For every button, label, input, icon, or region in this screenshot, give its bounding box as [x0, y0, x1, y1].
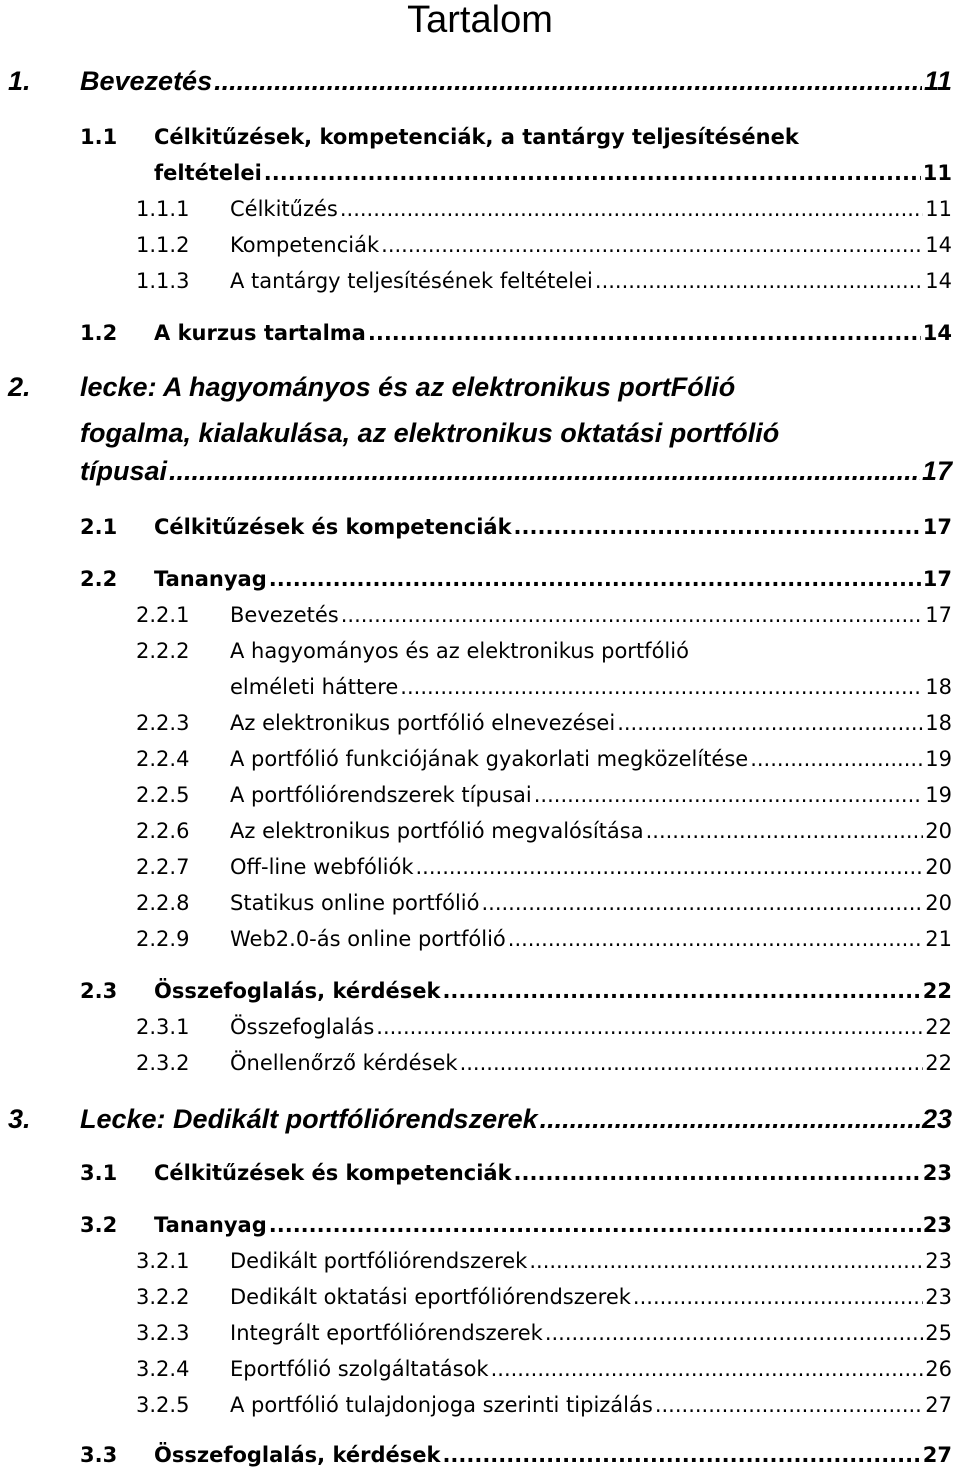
toc-title: A portfólió tulajdonjoga szerinti tipizálás [230, 1393, 653, 1417]
toc-entry-2-2-7[interactable] [136, 852, 952, 882]
toc-number: 2.2.6 [136, 819, 190, 843]
toc-title: Web2.0-ás online portfólió [230, 927, 506, 951]
toc-entry-2-3-1[interactable] [136, 1012, 952, 1042]
toc-number: 3.2.1 [136, 1249, 190, 1273]
toc-title: A kurzus tartalma [154, 321, 366, 345]
toc-entry-3[interactable] [8, 1102, 952, 1136]
toc-entry-3-3[interactable] [80, 1440, 952, 1470]
toc-title: Dedikált portfóliórendszerek [230, 1249, 528, 1273]
toc-entry-2-2-3[interactable] [136, 708, 952, 738]
dot-leader [529, 1246, 923, 1276]
toc-title: Bevezetés [80, 66, 213, 96]
toc-number: 2. [8, 372, 31, 402]
toc-page-number: 17 [921, 456, 952, 486]
toc-title-cont: típusai [80, 456, 168, 486]
toc-page-number: 17 [925, 603, 952, 627]
dot-leader [540, 1102, 920, 1136]
toc-title: lecke: A hagyományos és az elektronikus portFólió [80, 372, 736, 402]
toc-page-number: 26 [925, 1357, 952, 1381]
toc-title-cont: feltételei [154, 161, 262, 185]
toc-title: A tantárgy teljesítésének feltételei [230, 269, 593, 293]
toc-entry-1-2[interactable] [80, 318, 952, 348]
dot-leader [481, 888, 923, 918]
dot-leader [416, 852, 924, 882]
toc-title: Lecke: Dedikált portfóliórendszerek [80, 1104, 538, 1134]
toc-page-number: 23 [921, 1104, 952, 1134]
toc-entry-1-1-3[interactable] [136, 266, 952, 296]
toc-entry-3-2-4[interactable] [136, 1354, 952, 1384]
toc-page-number: 21 [925, 927, 952, 951]
toc-number: 1.1.1 [136, 197, 190, 221]
toc-entry-2-2-5[interactable] [136, 780, 952, 810]
toc-page-number: 18 [925, 711, 952, 735]
toc-entry-3-2-5[interactable] [136, 1390, 952, 1420]
toc-page-number: 20 [925, 855, 952, 879]
dot-leader [508, 924, 923, 954]
toc-title: Tananyag [154, 567, 267, 591]
dot-leader [514, 1158, 921, 1188]
toc-title: Tananyag [154, 1213, 267, 1237]
toc-title: Az elektronikus portfólió megvalósítása [230, 819, 644, 843]
toc-number: 2.2.3 [136, 711, 190, 735]
toc-number: 2.1 [80, 515, 118, 539]
toc-page-number: 27 [922, 1443, 952, 1467]
toc-title: Integrált eportfóliórendszerek [230, 1321, 543, 1345]
toc-number: 2.2 [80, 567, 118, 591]
dot-leader [491, 1354, 924, 1384]
toc-page-number: 17 [922, 567, 952, 591]
dot-leader [595, 266, 923, 296]
toc-title: Összefoglalás, kérdések [154, 1443, 441, 1467]
toc-title: Összefoglalás, kérdések [154, 979, 441, 1003]
toc-title: Összefoglalás [230, 1015, 375, 1039]
toc-entry-1[interactable] [8, 64, 952, 98]
dot-leader [514, 512, 921, 542]
dot-leader [169, 454, 920, 488]
toc-number: 1.2 [80, 321, 118, 345]
toc-entry-3-2[interactable] [80, 1210, 952, 1240]
toc-entry-2-2[interactable] [80, 564, 952, 594]
toc-entry-2-3-2[interactable] [136, 1048, 952, 1078]
toc-entry-2-3[interactable] [80, 976, 952, 1006]
dot-leader [442, 1440, 920, 1470]
toc-number: 3.2.3 [136, 1321, 190, 1345]
dot-leader [269, 1210, 921, 1240]
dot-leader [264, 158, 921, 188]
toc-page-number: 14 [922, 321, 952, 345]
toc-number: 1.1 [80, 125, 118, 149]
dot-leader [341, 600, 924, 630]
toc-page-number: 22 [922, 979, 952, 1003]
dot-leader [400, 672, 923, 702]
toc-page-number: 20 [925, 891, 952, 915]
toc-number: 2.3 [80, 979, 118, 1003]
dot-leader [460, 1048, 924, 1078]
toc-number: 3.2.4 [136, 1357, 190, 1381]
toc-title: Célkitűzések és kompetenciák [154, 515, 512, 539]
toc-title-cont: fogalma, kialakulása, az elektronikus oktatási portfólió [80, 418, 780, 448]
toc-page-number: 11 [925, 197, 952, 221]
toc-number: 3.1 [80, 1161, 118, 1185]
toc-number: 2.2.5 [136, 783, 190, 807]
toc-entry-1-1-2[interactable] [136, 230, 952, 260]
toc-number: 3.2 [80, 1213, 118, 1237]
toc-number: 2.2.9 [136, 927, 190, 951]
dot-leader [340, 194, 923, 224]
toc-title: Az elektronikus portfólió elnevezései [230, 711, 616, 735]
toc-title: Statikus online portfólió [230, 891, 480, 915]
toc-page-number: 11 [922, 161, 952, 185]
toc-title: Célkitűzések, kompetenciák, a tantárgy teljesítésének [154, 125, 799, 149]
toc-entry-2-2-1[interactable] [136, 600, 952, 630]
toc-title: A portfóliórendszerek típusai [230, 783, 532, 807]
toc-title: Dedikált oktatási eportfóliórendszerek [230, 1285, 631, 1309]
dot-leader [534, 780, 924, 810]
toc-entry-1-1-1[interactable] [136, 194, 952, 224]
toc-title: Célkitűzés [230, 197, 338, 221]
dot-leader [376, 1012, 923, 1042]
toc-entry-2[interactable] [8, 454, 952, 488]
toc-number: 2.3.1 [136, 1015, 190, 1039]
toc-title: Eportfólió szolgáltatások [230, 1357, 489, 1381]
dot-leader [442, 976, 920, 1006]
toc-title: Célkitűzések és kompetenciák [154, 1161, 512, 1185]
toc-entry-3-1[interactable] [80, 1158, 952, 1188]
dot-leader [214, 64, 922, 98]
toc-page-number: 19 [925, 783, 952, 807]
toc-number: 2.3.2 [136, 1051, 190, 1075]
toc-number: 3. [8, 1104, 31, 1134]
toc-entry-3-2-1[interactable] [136, 1246, 952, 1276]
toc-entry-2-2-6[interactable] [136, 816, 952, 846]
toc-number: 3.2.2 [136, 1285, 190, 1309]
toc-entry-2-2-4[interactable] [136, 744, 952, 774]
toc-page-number: 22 [925, 1015, 952, 1039]
dot-leader [750, 744, 923, 774]
toc-page-number: 20 [925, 819, 952, 843]
toc-entry-1-1[interactable] [80, 158, 952, 188]
toc-page-number: 23 [922, 1213, 952, 1237]
toc-page-number: 25 [925, 1321, 952, 1345]
dot-leader [368, 318, 921, 348]
toc-title: A hagyományos és az elektronikus portfólió [230, 639, 689, 663]
toc-page-number: 14 [925, 269, 952, 293]
dot-leader [646, 816, 924, 846]
toc-number: 2.2.7 [136, 855, 190, 879]
toc-number: 2.2.1 [136, 603, 190, 627]
toc-number: 1.1.3 [136, 269, 190, 293]
toc-number: 2.2.4 [136, 747, 190, 771]
toc-page-number: 17 [922, 515, 952, 539]
toc-title: Off-line webfóliók [230, 855, 414, 879]
dot-leader [633, 1282, 923, 1312]
toc-entry-2-1[interactable] [80, 512, 952, 542]
toc-page-number: 19 [925, 747, 952, 771]
toc-entry-2-2-8[interactable] [136, 888, 952, 918]
toc-entry-2-2-2[interactable] [136, 672, 952, 702]
toc-page-number: 22 [925, 1051, 952, 1075]
toc-number: 3.3 [80, 1443, 118, 1467]
dot-leader [655, 1390, 923, 1420]
toc-entry-2-line2[interactable] [80, 416, 779, 450]
dot-leader [381, 230, 923, 260]
toc-page-number: 14 [925, 233, 952, 257]
dot-leader [269, 564, 921, 594]
toc-page-number: 11 [923, 66, 952, 96]
toc-title: Kompetenciák [230, 233, 380, 257]
toc-number: 2.2.2 [136, 639, 190, 663]
dot-leader [545, 1318, 923, 1348]
toc-title-cont: elméleti háttere [230, 675, 399, 699]
dot-leader [617, 708, 923, 738]
toc-number: 1. [8, 66, 31, 96]
toc-page-number: 23 [925, 1285, 952, 1309]
toc-title: Önellenőrző kérdések [230, 1051, 458, 1075]
toc-number: 3.2.5 [136, 1393, 190, 1417]
toc-entry-2-2-9[interactable] [136, 924, 952, 954]
toc-page-number: 23 [925, 1249, 952, 1273]
toc-title: A portfólió funkciójának gyakorlati megközelítése [230, 747, 749, 771]
toc-page-number: 27 [925, 1393, 952, 1417]
toc-number: 2.2.8 [136, 891, 190, 915]
toc-page-number: 23 [922, 1161, 952, 1185]
toc-title: Bevezetés [230, 603, 339, 627]
toc-entry-3-2-3[interactable] [136, 1318, 952, 1348]
toc-page-number: 18 [925, 675, 952, 699]
toc-number: 1.1.2 [136, 233, 190, 257]
page-title: Tartalom [407, 0, 553, 41]
toc-entry-3-2-2[interactable] [136, 1282, 952, 1312]
